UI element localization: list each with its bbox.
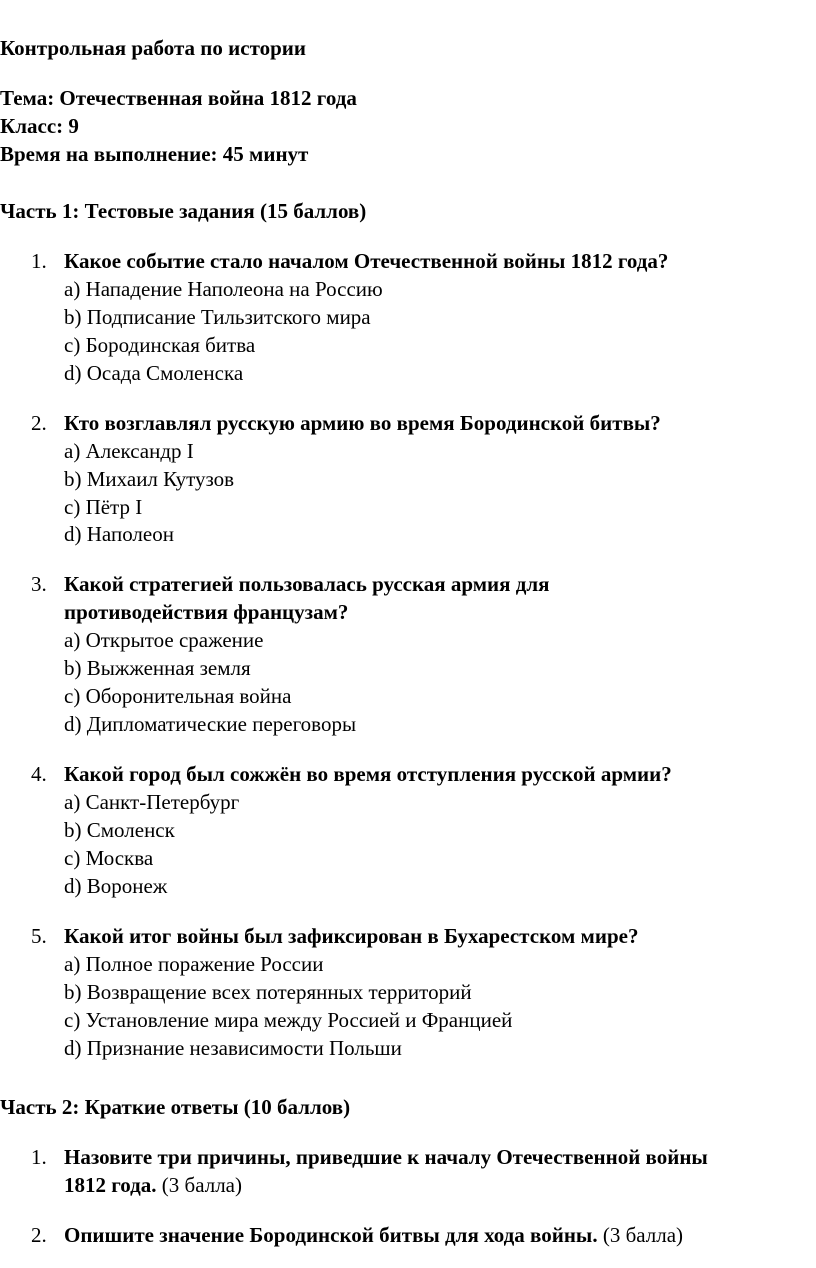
question-text: Какое событие стало началом Отечественной войны 1812 года? [64,249,669,273]
answer-option: c) Бородинская битва [64,333,256,357]
question-text: Какой стратегией пользовалась русская армия для [64,572,550,596]
question-number: 1. [31,249,47,273]
time-line: Время на выполнение: 45 минут [0,142,309,166]
question-text-row [64,1221,683,1249]
answer-option: d) Дипломатические переговоры [64,712,357,736]
part1-heading: Часть 1: Тестовые задания (15 баллов) [0,199,367,223]
question-number: 4. [31,762,47,786]
answer-option: c) Пётр I [64,495,143,519]
answer-option: a) Открытое сражение [64,628,264,652]
answer-option: b) Возвращение всех потерянных территорий [64,980,472,1004]
answer-option: c) Установление мира между Россией и Францией [64,1008,513,1032]
answer-option: d) Воронеж [64,874,168,898]
answer-option: d) Осада Смоленска [64,361,244,385]
answer-option: a) Нападение Наполеона на Россию [64,277,383,301]
answer-option: d) Признание независимости Польши [64,1036,402,1060]
points-label: (3 балла) [161,1173,242,1197]
answer-option: b) Подписание Тильзитского мира [64,305,371,329]
part2-heading: Часть 2: Краткие ответы (10 баллов) [0,1095,351,1119]
question-text: Назовите три причины, приведшие к началу Отечественной войны [64,1145,708,1169]
answer-option: a) Полное поражение России [64,952,324,976]
answer-option: b) Михаил Кутузов [64,467,235,491]
question-text-continued: противодействия французам? [64,600,349,624]
question-text: Кто возглавлял русскую армию во время Бородинской битвы? [64,411,661,435]
class-line: Класс: 9 [0,114,79,138]
points-label: (3 балла) [602,1223,684,1247]
question-text-continued [64,1171,242,1199]
question-number: 2. [31,411,47,435]
question-text: Какой город был сожжён во время отступления русской армии? [64,762,672,786]
question-number: 1. [31,1145,47,1169]
question-text: Какой итог войны был зафиксирован в Бухарестском мире? [64,924,639,948]
document-title: Контрольная работа по истории [0,36,306,60]
question-text-tail: 1812 года. [64,1173,157,1197]
answer-option: a) Александр I [64,439,194,463]
topic-line: Тема: Отечественная война 1812 года [0,86,357,110]
answer-option: b) Смоленск [64,818,175,842]
answer-option: b) Выжженная земля [64,656,251,680]
answer-option: d) Наполеон [64,522,174,546]
question-number: 5. [31,924,47,948]
answer-option: a) Санкт-Петербург [64,790,240,814]
answer-option: c) Оборонительная война [64,684,292,708]
answer-option: c) Москва [64,846,154,870]
question-number: 3. [31,572,47,596]
question-number: 2. [31,1223,47,1247]
question-text: Опишите значение Бородинской битвы для хода войны. [64,1223,598,1247]
